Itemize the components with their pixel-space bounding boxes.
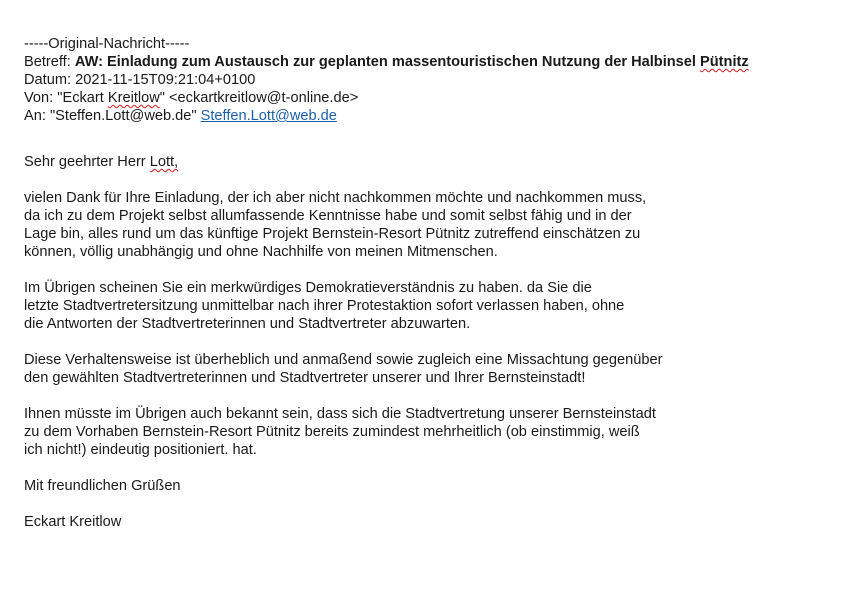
from-line [24, 89, 839, 107]
to-email-link[interactable]: Steffen.Lott@web.de [200, 108, 337, 124]
from-name-open: "Eckart [57, 90, 108, 106]
paragraph-line: die Antworten der Stadtvertreterinnen und Stadtvertreter abzuwarten. [24, 316, 471, 332]
from-surname: Kreitlow [107, 90, 160, 106]
subject-label: Betreff: [24, 54, 75, 70]
paragraph-line: Ihnen müsste im Übrigen auch bekannt sein, dass sich die Stadtvertretung unserer Bernsteinstadt [24, 406, 656, 422]
paragraph-line: letzte Stadtvertretersitzung unmittelbar nach ihrer Protestaktion sofort verlassen haben, ohne [24, 298, 625, 314]
email-document [24, 35, 839, 531]
closing [24, 477, 839, 495]
from-label: Von: [24, 90, 58, 106]
to-display: "Steffen.Lott@web.de" [49, 108, 201, 124]
paragraph-line: da ich zu dem Projekt selbst allumfassende Kenntnisse habe und somit selbst fähig und in der [24, 208, 632, 224]
paragraph-line: zu dem Vorhaben Bernstein-Resort Pütnitz bereits zumindest mehrheitlich (ob einstimmig, weiß [24, 424, 640, 440]
subject-place: Pütnitz [700, 54, 749, 70]
paragraph-line: Im Übrigen scheinen Sie ein merkwürdiges Demokratieverständnis zu haben. da Sie die [24, 280, 592, 296]
from-address: " <eckartkreitlow@t-online.de> [159, 90, 359, 106]
date-value: 2021-11-15T09:21:04+0100 [75, 72, 256, 88]
closing-line: Mit freundlichen Grüßen [24, 478, 181, 494]
paragraph-3 [24, 351, 839, 387]
subject-text: AW: Einladung zum Austausch zur geplanten massentouristischen Nutzung der Halbinsel [74, 54, 701, 70]
paragraph-line: ich nicht!) eindeutig positioniert. hat. [24, 442, 257, 458]
to-label: An: [24, 108, 50, 124]
date-label: Datum: [24, 72, 76, 88]
paragraph-line: Lage bin, alles rund um das künftige Projekt Bernstein-Resort Pütnitz zutreffend einschätzen zu [24, 226, 641, 242]
paragraph-line: vielen Dank für Ihre Einladung, der ich aber nicht nachkommen möchte und nachkommen muss, [24, 190, 647, 206]
salutation [24, 153, 839, 171]
paragraph-2 [24, 279, 839, 333]
paragraph-4 [24, 405, 839, 459]
date-line [24, 71, 839, 89]
original-message-marker: -----Original-Nachricht----- [24, 36, 190, 52]
to-line [24, 107, 839, 125]
salutation-name: Lott, [149, 154, 179, 170]
subject-line [24, 53, 839, 71]
paragraph-1 [24, 189, 839, 261]
paragraph-line: den gewählten Stadtvertreterinnen und Stadtvertreter unserer und Ihrer Bernsteinstadt! [24, 370, 586, 386]
paragraph-line: können, völlig unabhängig und ohne Nachhilfe von meinen Mitmenschen. [24, 244, 498, 260]
signature: Eckart Kreitlow [24, 514, 122, 530]
paragraph-line: Diese Verhaltensweise ist überheblich und anmaßend sowie zugleich eine Missachtung gegenüber [24, 352, 663, 368]
salutation-prefix: Sehr geehrter Herr [24, 154, 150, 170]
